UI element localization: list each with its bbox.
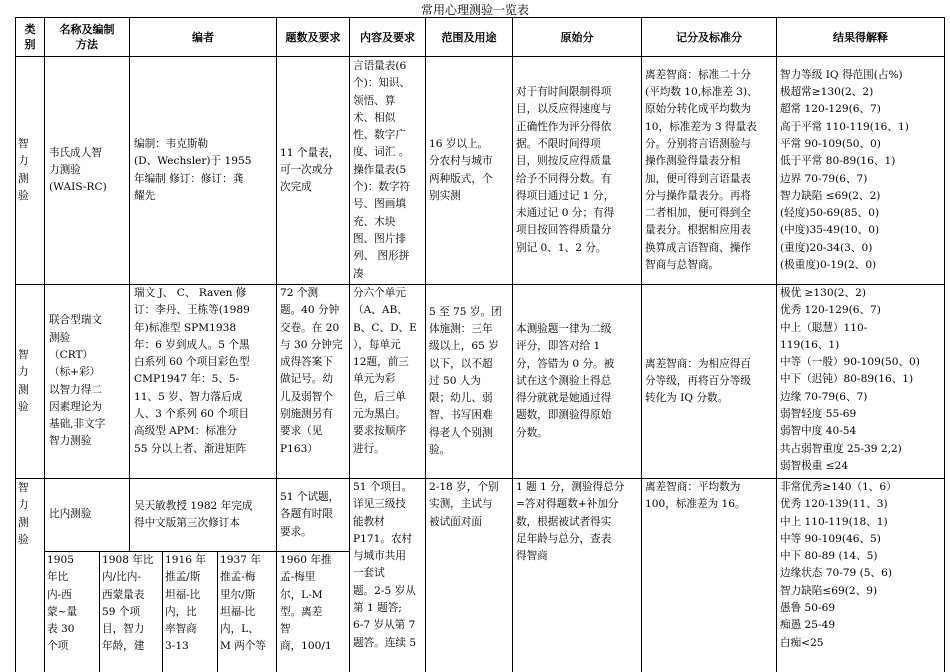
history-col-divider	[99, 551, 100, 672]
history-1937: 1937 年 推孟-梅 里尔/斯 坦福-比 内，L、 M 两个等	[220, 554, 266, 653]
header-scope: 范围及用途	[441, 30, 497, 44]
header-author: 编者	[192, 30, 214, 44]
row3-interpretation: 非常优秀≥140（1、6） 优秀 120-139(11、3) 中上 110-119(18、1) 中等 90-109(46、5) 中下 80-89 (14、5) 边缘状态 70-79 (5、6) 智力缺陷≤69(2、9) 愚鲁 50-69 痴愚 25-49 白痴<25	[780, 481, 897, 649]
col-divider	[44, 17, 45, 672]
row3-author: 吴天敏教授 1982 年完成 得中文版第三次修订本	[134, 499, 253, 529]
psych-test-table	[15, 17, 945, 672]
header-interpretation: 结果得解释	[833, 30, 888, 44]
history-1960: 1960 年推 孟-梅里 尔，L-M 型。离差 智 商，100/1	[280, 554, 332, 653]
row1-content: 言语量表(6 个)：知识、 领悟、算 术、相似 性、数字广 度、词汇 。 操作量表(5 个)：数字符 号、图画填 充、木块 图、图片排 列、 图形拼 凑	[353, 60, 411, 280]
col-divider	[15, 17, 16, 672]
header-raw-score: 原始分	[560, 30, 594, 44]
row1-scope: 16 岁以上。 分农村与城市 两种版式，个 别实测	[429, 137, 493, 202]
row2-name: 联合型瑞文 测验 （CRT） （标+彩） 以智力得二 因素理论为 基础,非文字 智力测验	[49, 314, 106, 448]
page-title: 常用心理测验一览表	[420, 3, 529, 17]
row3-name: 比内测验	[49, 508, 92, 521]
row1-raw-score: 对于有时间限制得项 目，以反应得速度与 正确性作为评分得依 据。不限时间得项 目，则按反应得质量 给予不同得分数。有 得项目通过记 1 分， 未通过记 0 分；有得 项目按回答得质量分 别记 0、1、2 分。	[516, 86, 615, 254]
header-category: 类 别	[24, 23, 36, 51]
header-name: 名称及编制 方法	[59, 23, 115, 51]
history-col-divider	[162, 551, 163, 672]
col-divider	[641, 17, 642, 672]
row3-scope: 2-18 岁，个别 实测，主试与 被试面对面	[429, 481, 499, 528]
row3-scoring: 离差智商：平均数为 100，标准差为 16。	[645, 481, 746, 511]
row2-author: 瑞文 J、 C、 Raven 修 订：李丹、王栋等(1989 年)标准型 SPM1938 年：6 岁到成人。5 个黑 白系列 60 个项目彩色型 CMP1947 年：5、5- 11、5 岁、智力落后成 人、3 个系列 60 个项目 高级型 APM：标准分 55 分以上者、渐进矩阵	[134, 287, 250, 455]
row1-name: 韦氏成人智 力测验 (WAIS-RC)	[49, 146, 107, 194]
header-scoring: 记分及标准分	[676, 30, 742, 44]
row3-content: 51 个项目。 详见三级技 能教材 P171。农村 与城市共用 一套试 题。2-5 岁从 第 1 题答; 6-7 岁从第 7 题答。连续 5	[353, 481, 417, 649]
history-1916: 1916 年 推孟/斯 坦福-比 内，比 率智商 3-13	[165, 554, 206, 653]
col-divider	[776, 17, 777, 672]
col-divider	[349, 17, 350, 672]
col-divider	[425, 17, 426, 672]
row1-interpretation: 智力等级 IQ 得范围(占%) 极超常≥130(2、2) 超常 120-129(6、7) 高于平常 110-119(16、1) 平常 90-109(50、0) 低于平常 80-89(16、1) 边界 70-79(6、7) 智力缺陷 ≤69(2、2) (轻度)50-69(85、0) (中度)35-49(10、0) (重度)20-34(3、0) (极重度)0-19(2、0)	[780, 68, 909, 271]
history-col-divider	[276, 551, 277, 672]
row1-items: 11 个量表， 可一次或分 次完成	[280, 146, 340, 194]
col-divider	[944, 17, 945, 672]
col-divider	[512, 17, 513, 672]
row3-category: 智 力 测 验	[18, 482, 29, 546]
header-content: 内容及要求	[360, 30, 415, 44]
row2-interpretation: 极优 ≥130(2、2) 优秀 120-129(6、7) 中上（聪慧）110- 119(16、1) 中等（一般）90-109(50、0) 中下（迟钝）80-89(16、1) 边缘 70-79(6、7) 弱智轻度 55-69 弱智中度 40-54 共占弱智重度 25-39 2,2) 弱智极重 ≤24	[780, 287, 920, 472]
row1-scoring: 离差智商：标准二十分 (平均数 10,标准差 3)、 原始分转化成平均数为 10，标准差为 3 得量表 分。分别将言语测验与 操作测验得量表分相 加，便可得到言语量表 分与操作量表分。再将 二者相加，便可得到全 量表分。根据相应用表 换算成言语智商、操作 智商与总智商。	[645, 68, 758, 271]
row2-scoring: 离差智商：为相应得百 分等级，再将百分等级 转化为 IQ 分数。	[645, 357, 751, 405]
header-items: 题数及要求	[285, 30, 341, 44]
col-divider	[276, 17, 277, 551]
row2-raw-score: 本测验题一律为二级 评分，即答对给 1 分，答错为 0 分。被 试在这个测验上得总 得分就就是她通过得 题数，即测验得原始 分数。	[516, 322, 615, 439]
row3-items: 51 个试题， 各题有时限 要求。	[280, 491, 340, 538]
history-col-divider	[217, 551, 218, 672]
history-1908: 1908 年比 内/比内- 西蒙量表 59 个项 目，智力 年龄，建	[102, 554, 154, 653]
row2-items: 72 个测 题。40 分钟 交卷。在 20 与 30 分钟完 成得答案下 做记号。幼 儿及弱智个 别施测另有 要求（见 P163）	[280, 287, 343, 455]
row2-scope: 5 至 75 岁。团 体施测：三年 级以上，65 岁 以下，以不超 过 50 人为 限；幼儿、弱 智、书写困难 得老人个别测 验。	[429, 305, 502, 457]
row2-category: 智 力 测 验	[18, 348, 29, 413]
history-1905: 1905 年比 内-西 蒙~量 表 30 个项	[47, 554, 78, 653]
row1-category: 智 力 测 验	[18, 137, 29, 202]
row2-content: 分六个单元 （A、AB、 B、C、D、E ），每单元 12题，前三 单元为彩 色，后三单 元为黑白。 要求按顺序 进行。	[353, 287, 417, 455]
col-divider	[129, 17, 130, 551]
row3-raw-score: 1 题 1 分，测验得总分 =答对得题数+补加分 数，根据被试者得实 足年龄与总分，查表 得智商	[516, 481, 625, 563]
row1-author: 编制：韦克斯勒 (D、Wechsler)于 1955 年编制 修订：修订：龚 耀先	[134, 137, 252, 202]
